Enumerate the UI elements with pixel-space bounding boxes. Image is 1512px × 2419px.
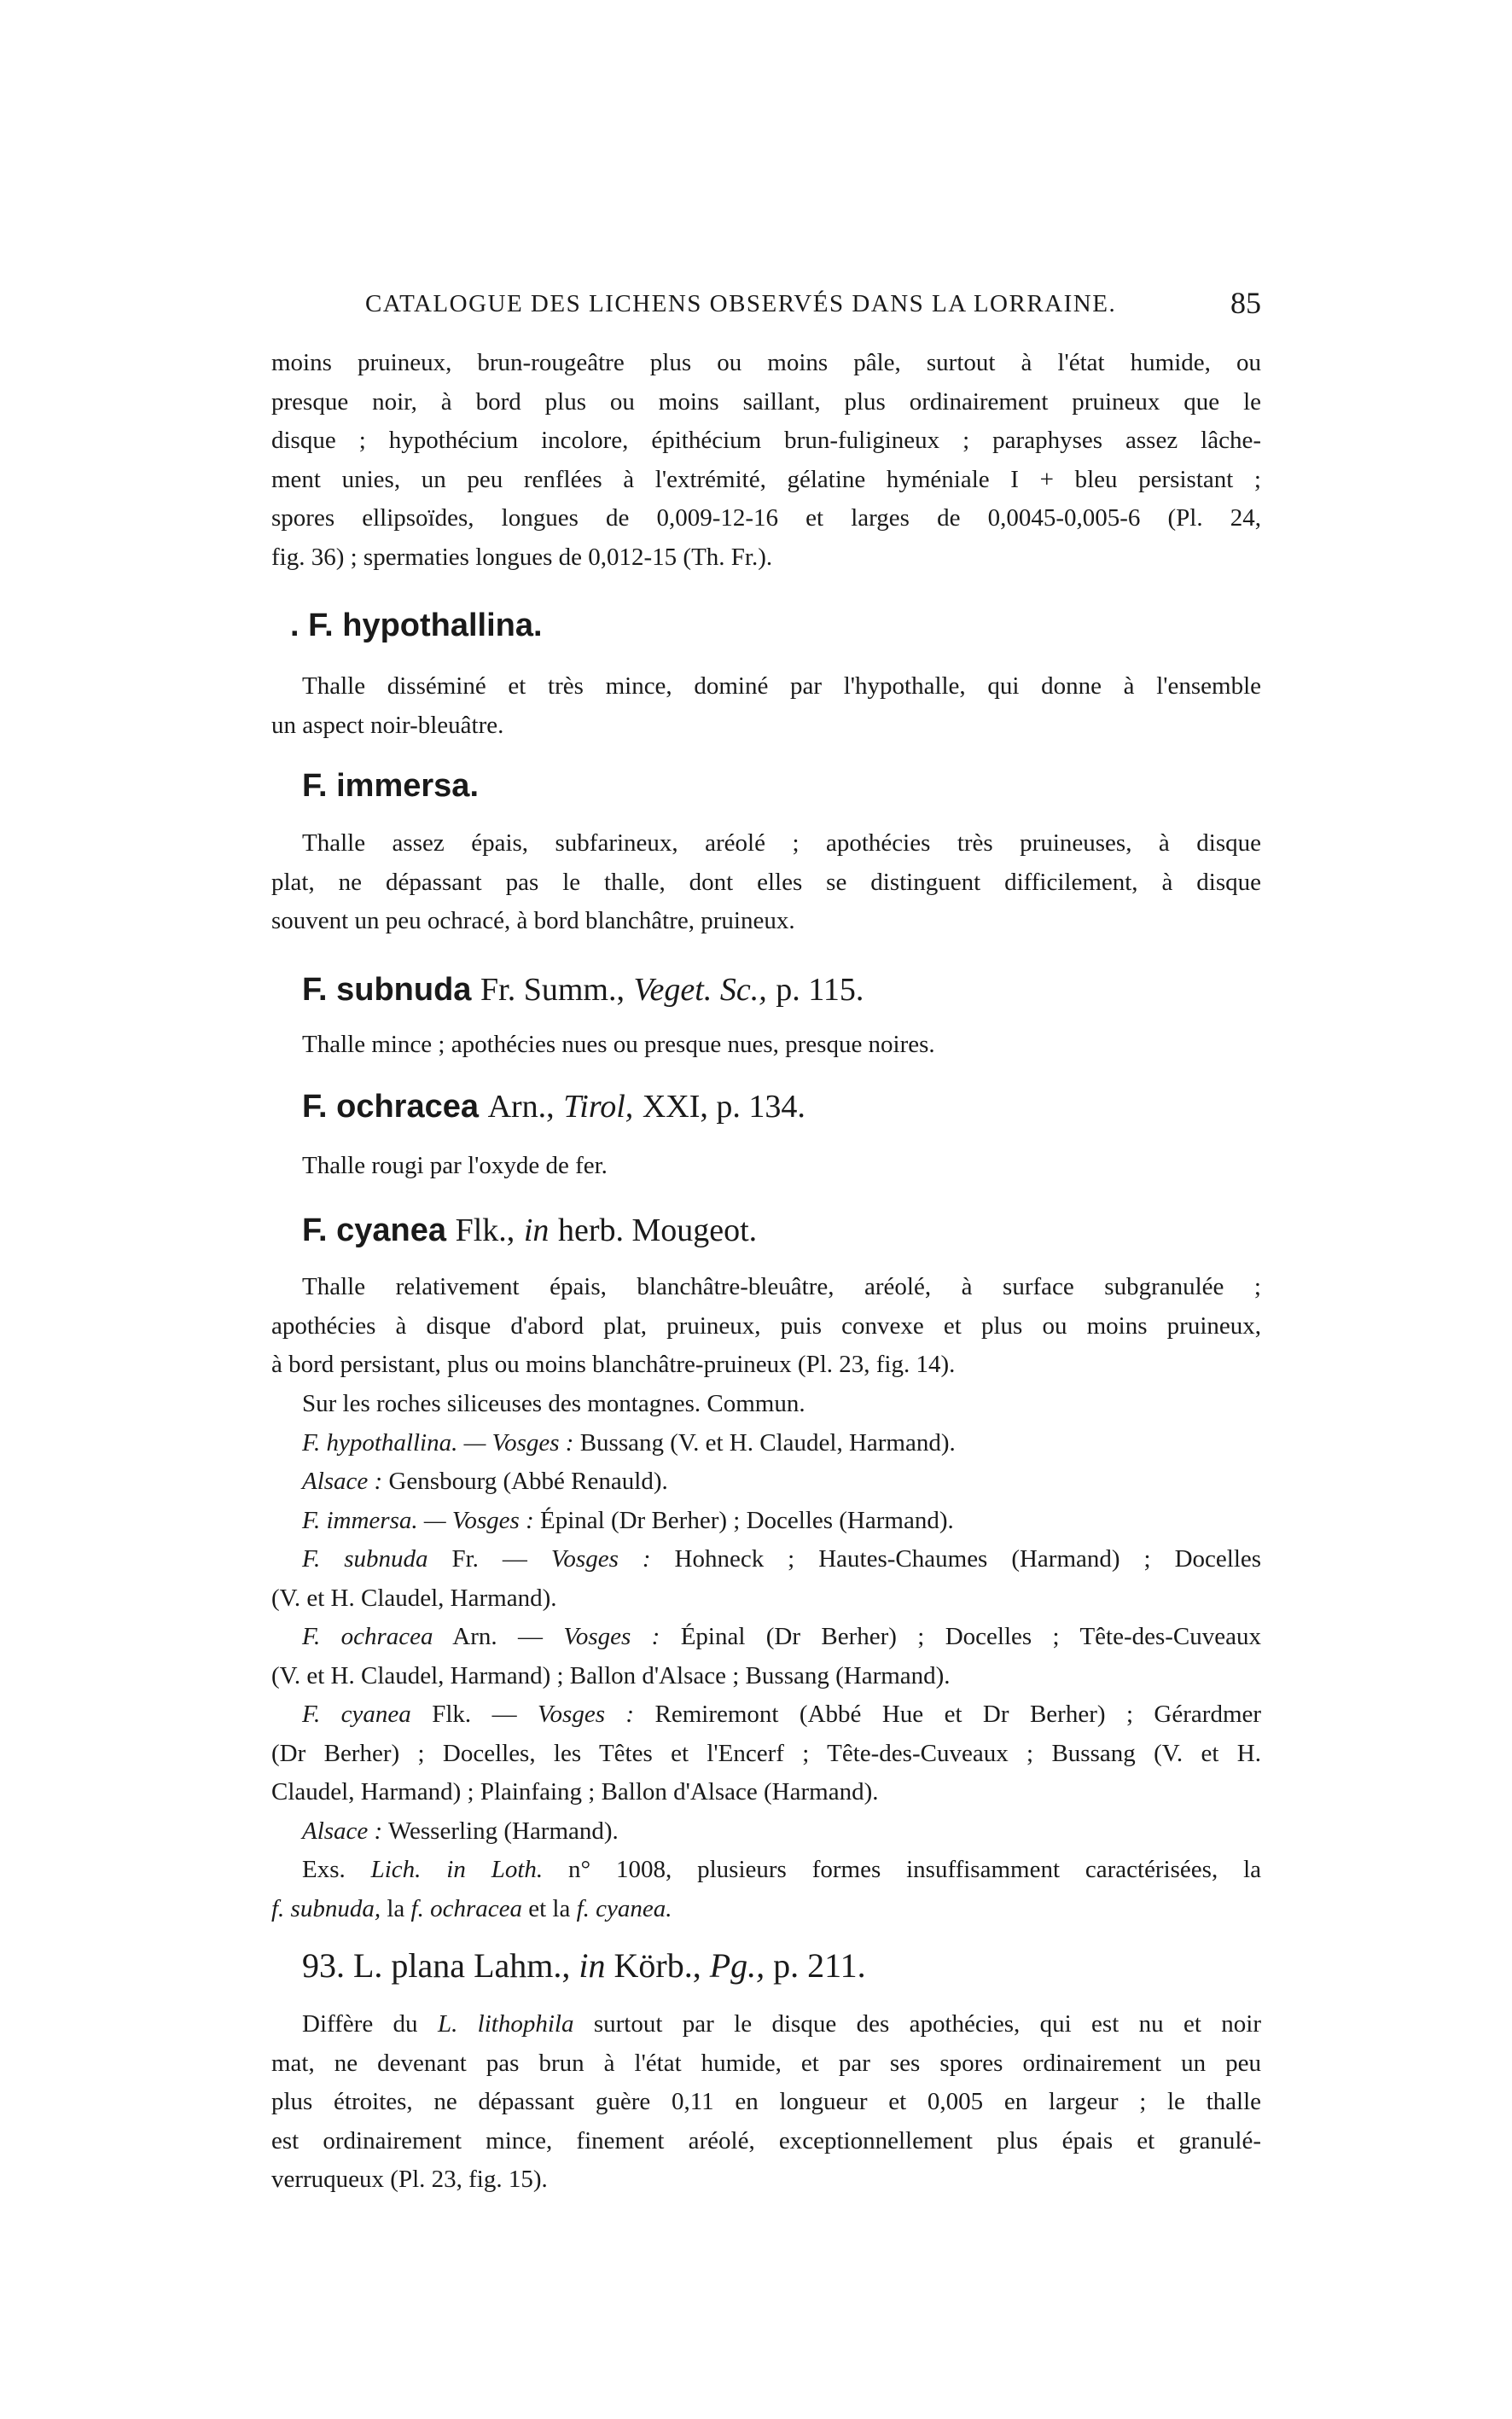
species-93-description xyxy=(271,2005,1261,2200)
text-line xyxy=(271,2005,1261,2044)
text-line xyxy=(271,1462,1261,1502)
taxon-author: Flk., xyxy=(455,1212,515,1248)
text-span: Fr. — xyxy=(451,1545,527,1573)
text-line: Thalle disséminé et très mince, dominé par l'hypothalle, qui donne à l'ensemble xyxy=(302,672,1261,700)
page xyxy=(271,0,1261,2419)
text-line xyxy=(271,1890,1261,1929)
text-line: plus étroites, ne dépassant guère 0,11 en longueur et 0,005 en largeur ; le thalle xyxy=(271,2088,1261,2115)
italic-text: L. lithophila xyxy=(437,2010,574,2038)
taxon-author: Arn., xyxy=(487,1089,555,1125)
text-line: plat, ne dépassant pas le thalle, dont elles se distinguent difficilement, à disque xyxy=(271,868,1261,896)
text-span: Arn. — xyxy=(452,1623,543,1650)
text-line xyxy=(271,1695,1261,1735)
text-line: moins pruineux, brun-rougeâtre plus ou moins pâle, surtout à l'état humide, ou xyxy=(271,349,1261,376)
page-number: 85 xyxy=(1230,286,1261,320)
italic-text: Vosges : xyxy=(563,1623,660,1650)
f-immersa-description xyxy=(271,824,1261,941)
text-line: Sur les roches siliceuses des montagnes. Commun. xyxy=(302,1390,805,1417)
f-subnuda-description xyxy=(271,1026,1261,1065)
text-line: à bord persistant, plus ou moins blanchâtre-pruineux (Pl. 23, fig. 14). xyxy=(271,1351,956,1378)
work-title: in xyxy=(523,1212,550,1248)
heading-f-cyanea xyxy=(302,1212,757,1249)
text-line: (Dr Berher) ; Docelles, les Têtes et l'Encerf ; Tête-des-Cuveaux ; Bussang (V. et H. xyxy=(271,1739,1261,1767)
taxon-author: Fr. Summ., xyxy=(480,972,625,1008)
text-line xyxy=(271,1812,1261,1852)
f-ochracea-description xyxy=(271,1147,1261,1186)
italic-text: F. subnuda xyxy=(302,1545,428,1573)
text-span: n° 1008, plusieurs formes insuffisamment caractérisées, la xyxy=(568,1856,1262,1883)
taxon-name: F. subnuda xyxy=(302,972,472,1008)
text-span: la xyxy=(387,1894,405,1922)
text-line: ment unies, un peu renflées à l'extrémité, gélatine hyméniale I + bleu persistant ; xyxy=(271,465,1261,493)
taxon-name: F. cyanea xyxy=(302,1212,446,1248)
text-line: presque noir, à bord plus ou moins saillant, plus ordinairement pruineux que le xyxy=(271,387,1261,416)
text-span: Hohneck ; Hautes-Chaumes (Harmand) ; Docelles xyxy=(674,1545,1262,1573)
taxon-name: 93. L. plana xyxy=(302,1946,466,1985)
heading-f-hypothallina: . F. hypothallina. xyxy=(290,608,543,643)
page-reference: XXI, p. 134. xyxy=(642,1089,805,1125)
text-span: Wesserling (Harmand). xyxy=(387,1817,619,1845)
text-span: Exs. xyxy=(302,1856,346,1883)
italic-text: Alsace : xyxy=(302,1817,383,1845)
text-line: apothécies à disque d'abord plat, pruineux, puis convexe et plus ou moins pruineux, xyxy=(271,1311,1261,1340)
text-line xyxy=(271,1851,1261,1890)
work-title: Pg., xyxy=(709,1946,765,1985)
text-line: un aspect noir-bleuâtre. xyxy=(271,711,504,739)
italic-text: f. cyanea. xyxy=(576,1894,672,1922)
f-cyanea-description xyxy=(271,1268,1261,1385)
text-line: disque ; hypothécium incolore, épithécium brun-fuligineux ; paraphyses assez lâche- xyxy=(271,427,1261,454)
italic-text: Vosges : xyxy=(550,1545,651,1573)
italic-text: F. immersa. — Vosges : xyxy=(302,1506,534,1534)
text-span: Remiremont (Abbé Hue et Dr Berher) ; Gérardmer xyxy=(654,1701,1262,1728)
text-span: Flk. — xyxy=(432,1701,517,1728)
text-line: Thalle assez épais, subfarineux, aréolé ; apothécies très pruineuses, à disque xyxy=(302,829,1261,857)
italic-text: F. hypothallina. — Vosges : xyxy=(302,1428,574,1457)
text-span: Gensbourg (Abbé Renauld). xyxy=(388,1468,668,1495)
page-reference: p. 211. xyxy=(773,1946,866,1985)
italic-text: Alsace : xyxy=(302,1468,383,1495)
italic-text: F. ochracea xyxy=(302,1623,433,1650)
text-line: spores ellipsoïdes, longues de 0,009-12-16 et larges de 0,0045-0,005-6 (Pl. 24, xyxy=(271,504,1261,532)
text-line: Claudel, Harmand) ; Plainfaing ; Ballon d'Alsace (Harmand). xyxy=(271,1778,879,1806)
text-line: est ordinairement mince, finement aréolé, exceptionnellement plus épais et granulé- xyxy=(271,2126,1261,2154)
italic-text: f. ochracea xyxy=(410,1894,522,1922)
taxon-name: F. ochracea xyxy=(302,1089,479,1125)
running-head xyxy=(365,286,1261,324)
italic-text: Lich. in Loth. xyxy=(370,1856,544,1883)
text-span: Épinal (Dr Berher) ; Docelles (Harmand). xyxy=(540,1506,954,1534)
localities-block xyxy=(271,1385,1261,1928)
text-line: mat, ne devenant pas brun à l'état humide, et par ses spores ordinairement un peu xyxy=(271,2049,1261,2077)
work-title: Tirol, xyxy=(563,1089,634,1125)
text-span: surtout par le disque des apothécies, qui est nu et noir xyxy=(593,2010,1262,2038)
work-title: Veget. Sc., xyxy=(633,972,767,1008)
text-span: et la xyxy=(528,1894,571,1922)
heading-f-ochracea xyxy=(302,1088,805,1125)
taxon-author: Lahm., xyxy=(474,1946,571,1985)
page-reference: p. 115. xyxy=(776,972,864,1008)
text-line: Thalle relativement épais, blanchâtre-bleuâtre, aréolé, à surface subgranulée ; xyxy=(302,1273,1261,1300)
italic-text: Vosges : xyxy=(538,1701,635,1728)
book-author: Körb., xyxy=(614,1946,701,1985)
page-reference: herb. Mougeot. xyxy=(557,1212,758,1248)
text-line: Thalle rougi par l'oxyde de fer. xyxy=(302,1152,608,1179)
text-line xyxy=(271,1618,1261,1657)
text-line: fig. 36) ; spermaties longues de 0,012-15 (Th. Fr.). xyxy=(271,543,773,571)
text-line: verruqueux (Pl. 23, fig. 15). xyxy=(271,2166,548,2193)
text-line: (V. et H. Claudel, Harmand) ; Ballon d'Alsace ; Bussang (Harmand). xyxy=(271,1661,951,1689)
text-span: Bussang (V. et H. Claudel, Harmand). xyxy=(579,1428,956,1457)
text-span: Épinal (Dr Berher) ; Docelles ; Tête-des-Cuveaux xyxy=(680,1623,1262,1650)
continuation-paragraph xyxy=(271,344,1261,577)
text-line: (V. et H. Claudel, Harmand). xyxy=(271,1584,557,1612)
italic-text: F. cyanea xyxy=(302,1701,411,1728)
text-span: Diffère du xyxy=(302,2010,418,2038)
text-line xyxy=(271,1424,1261,1463)
heading-species-93 xyxy=(302,1945,866,1986)
text-line: souvent un peu ochracé, à bord blanchâtre, pruineux. xyxy=(271,907,795,934)
text-line xyxy=(271,1540,1261,1579)
italic-text: f. subnuda, xyxy=(271,1894,381,1922)
heading-f-immersa: F. immersa. xyxy=(302,768,479,804)
text-line xyxy=(271,1502,1261,1541)
f-hypothallina-description xyxy=(271,667,1261,745)
heading-f-subnuda xyxy=(302,971,864,1009)
italic-text: in xyxy=(579,1946,606,1985)
text-line: Thalle mince ; apothécies nues ou presque nues, presque noires. xyxy=(302,1031,935,1058)
running-head-title: CATALOGUE DES LICHENS OBSERVÉS DANS LA LORRAINE. xyxy=(365,290,1117,317)
